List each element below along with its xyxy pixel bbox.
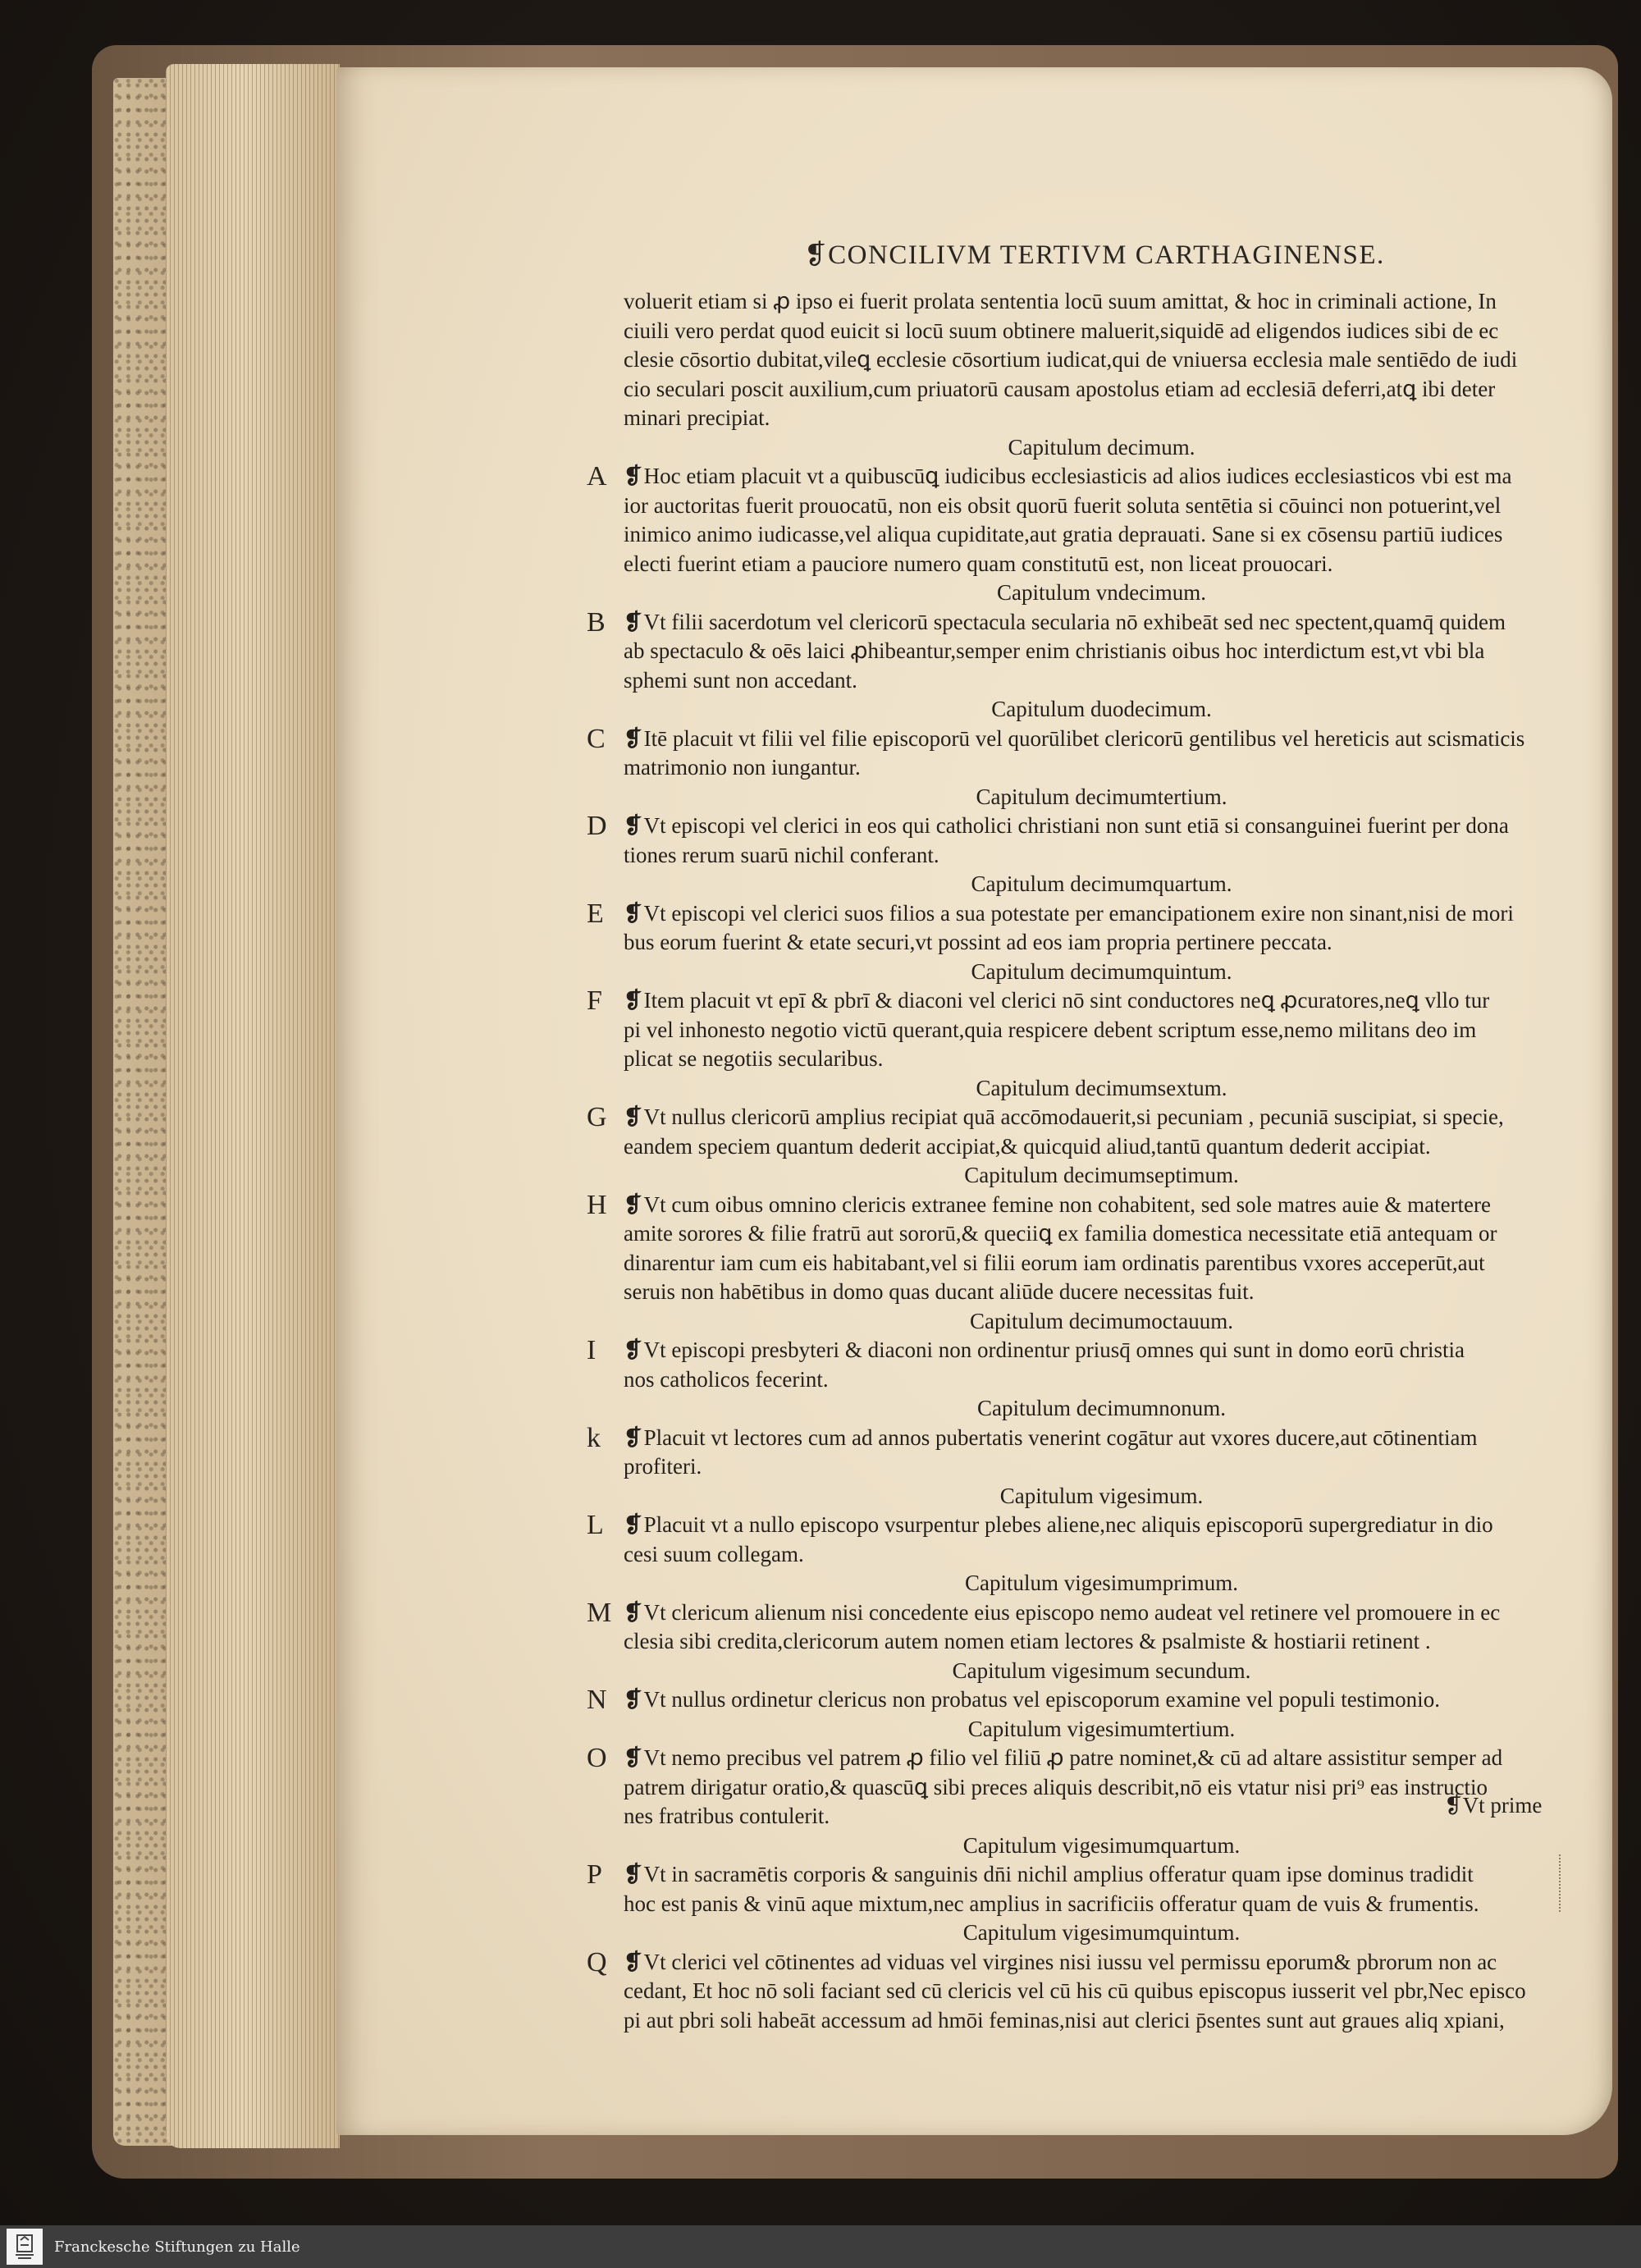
text-line: clesia sibi credita,clericorum autem nomen etiam lectores & psalmiste & hostiarii retinent . [624, 1629, 1431, 1653]
text-line: electi fuerint etiam a pauciore numero quam constitutū est, non liceat prouocari. [624, 551, 1333, 576]
chapter-section [587, 1859, 1579, 1948]
text-run: Vt nullus ordinetur clericus non probatus vel episcoporum examine vel populi testimonio. [643, 1687, 1440, 1712]
chapter-heading: Capitulum decimumquartum. [971, 871, 1232, 896]
text-run: Vt nullus clericorū amplius recipiat quā accōmodauerit,si pecuniam , pecuniā suscipiat, si specie, [643, 1104, 1504, 1129]
text-line: plicat se negotiis secularibus. [624, 1046, 884, 1071]
chapter-section [587, 723, 1579, 812]
text-run: Vt clericum alienum nisi concedente eius episcopo nemo audeat vel retinere vel promouere in ec [643, 1599, 1501, 1625]
margin-letter: H [587, 1189, 607, 1220]
text-line [624, 1744, 1579, 1773]
text-line [624, 1191, 1579, 1220]
chapter-heading: Capitulum decimumnonum. [977, 1396, 1226, 1420]
text-line [624, 462, 1579, 492]
text-line: bus eorum fuerint & etate securi,vt possint ad eos iam propria pertinere peccata. [624, 930, 1332, 954]
text-line: ior auctoritas fuerit prouocatū, non eis obsit quorū fuerit soluta sentētia si cōuinci non potuerint,vel [624, 492, 1502, 518]
chapter-heading: Capitulum decimumoctauum. [970, 1308, 1233, 1333]
pilcrow-icon: ❡ [624, 1599, 642, 1625]
margin-letter: C [587, 723, 606, 754]
institution-logo-icon [7, 2229, 43, 2265]
pilcrow-icon: ❡ [624, 725, 642, 751]
text-run: Vt episcopi presbyteri & diaconi non ordinentur priusq̄ omnes qui sunt in domo eorū christia [643, 1337, 1465, 1362]
text-run: Vt in sacramētis corporis & sanguinis dn̄i nichil amplius offeratur quam ipse dominus tradidit [643, 1862, 1474, 1886]
chapter-section [587, 898, 1579, 987]
text-run: Vt nemo precibus vel patrem ꝓ filio vel filiū ꝓ patre nominet,& cū ad altare assistitur semper ad [643, 1745, 1503, 1770]
text-run: Vt filii sacerdotum vel clericorū spectacula secularia nō exhibeāt sed nec spectent,quamq̄ quidem [643, 609, 1506, 634]
chapter-heading: Capitulum decimum. [1008, 434, 1195, 460]
text-run: Vt episcopi vel clerici in eos qui catholici christiani non sunt etiā si consanguinei fuerint per dona [643, 813, 1509, 838]
margin-letter: P [587, 1859, 602, 1890]
text-line [624, 1424, 1579, 1453]
chapter-section [587, 1685, 1579, 1744]
text-line: nes fratribus contulerit. [624, 1804, 830, 1828]
text-line: amite sorores & filie fratrū aut sororū,& queciiꝗ ex familia domestica necessitate etiā antequam or [624, 1221, 1497, 1246]
pilcrow-icon: ❡ [624, 1104, 642, 1129]
chapter-heading: Capitulum decimumseptimum. [964, 1163, 1239, 1187]
opening-section [624, 287, 1579, 462]
text-line [624, 1948, 1579, 1978]
text-run: Hoc etiam placuit vt a quibuscūꝗ iudicibus ecclesiasticis ad alios iudices ecclesiasticos vbi est ma [643, 464, 1512, 488]
footer-institution: Franckesche Stiftungen zu Halle [54, 2238, 300, 2256]
chapter-heading: Capitulum vigesimumquintum. [962, 1920, 1241, 1945]
pilcrow-icon: ❡ [624, 1745, 642, 1770]
margin-letter: B [587, 606, 606, 638]
pilcrow-icon: ❡ [624, 900, 642, 926]
chapter-section [587, 985, 1579, 1103]
text-line: clesie cōsortio dubitat,vileꝗ ecclesie cōsortium iudicat,qui de vniuersa ecclesia male sentiēdo de iudi [624, 347, 1518, 372]
text-run: Itē placuit vt filii vel filie episcoporū vel quorūlibet clericorū gentilibus vel hereticis aut scismaticis [643, 725, 1525, 751]
chapter-section [587, 1335, 1579, 1424]
text-line [624, 899, 1579, 929]
text-run: Placuit vt lectores cum ad annos pubertatis venerint cogātur aut vxores ducere,aut cōtinentiam [643, 1424, 1478, 1450]
text-run: Item placuit vt epī & pbrī & diaconi vel clerici nō sint conductores neꝗ ꝓcuratores,neꝗ vllo tur [643, 988, 1490, 1013]
text-line: pi aut pbri soli habeāt accessum ad hmōi feminas,nisi aut clerici p̄sentes sunt aut graues aliq xpiani, [624, 2007, 1505, 2033]
text-line: profiteri. [624, 1454, 702, 1479]
text-line: eandem speciem quantum dederit accipiat,& quicquid aliud,tantū quantum dederit accipiat. [624, 1133, 1431, 1159]
text-line [624, 1598, 1579, 1628]
text-run: Vt episcopi vel clerici suos filios a sua potestate per emancipationem exire non sinant,nisi de mori [643, 900, 1514, 926]
chapter-heading: Capitulum decimumtertium. [976, 784, 1227, 809]
running-head: ❡CONCILIVM TERTIVM CARTHAGINENSE. [804, 240, 1385, 270]
chapter-section [587, 1510, 1579, 1598]
text-line [624, 1860, 1579, 1890]
text-line [624, 1336, 1579, 1365]
text-line [624, 725, 1579, 754]
chapter-section [587, 1946, 1579, 2036]
pilcrow-icon: ❡ [624, 464, 642, 488]
pilcrow-icon: ❡ [624, 813, 642, 838]
footer-bar [0, 2225, 1641, 2268]
chapter-section [587, 1189, 1579, 1337]
text-line: nos catholicos fecerint. [624, 1366, 829, 1392]
text-run: Placuit vt a nullo episcopo vsurpentur plebes aliene,nec aliquis episcoporū supergrediatur in dio [643, 1512, 1493, 1537]
chapter-section [587, 1422, 1579, 1511]
chapter-heading: Capitulum decimumquintum. [971, 958, 1232, 984]
chapter-heading: Capitulum vigesimum. [999, 1483, 1204, 1508]
chapter-section [587, 1597, 1579, 1686]
text-line [624, 1103, 1579, 1132]
text-line [624, 812, 1579, 841]
chapter-section [587, 606, 1579, 725]
chapter-heading: Capitulum vigesimumtertium. [967, 1716, 1236, 1741]
text-run: Vt cum oibus omnino clericis extranee femine non cohabitent, sed sole matres auie & matertere [643, 1191, 1492, 1217]
chapter-heading: Capitulum vigesimumquartum. [962, 1832, 1241, 1858]
text-line: cio seculari poscit auxilium,cum priuatorū causam apostolus etiam ad ecclesiā deferri,atꝗ ibi deter [624, 376, 1496, 401]
pilcrow-icon: ❡ [624, 988, 642, 1013]
catchword: ❡Vt prime [1444, 1793, 1543, 1818]
text-line: cesi suum collegam. [624, 1541, 804, 1566]
margin-letter: L [587, 1510, 604, 1540]
chapter-heading: Capitulum vigesimumprimum. [965, 1571, 1238, 1595]
text-line: matrimonio non iungantur. [624, 755, 861, 780]
text-line [624, 986, 1579, 1016]
chapter-section [587, 1743, 1579, 1860]
text-line: hoc est panis & vinū aque mixtum,nec amplius in sacrificiis offeratur quam de vuis & frumentis. [624, 1891, 1479, 1916]
text-line: pi vel inhonesto negotio victū querant,quia respicere debent scriptum esse,nemo militans deo im [624, 1017, 1477, 1042]
text-line: dinarentur iam cum eis habitabant,vel si filii eorum iam ordinatis parentibus vxores acceperūt,aut [624, 1250, 1485, 1275]
margin-letter: N [587, 1685, 607, 1715]
text-line: inimico animo iudicasse,vel aliqua cupiditate,aut gratia deprauati. Sane si ex cōsensu partiū iudices [624, 522, 1503, 546]
text-line: ciuili vero perdat quod euicit si locū suum obtinere maluerit,siquidē ad eligendos iudices sibi de ec [624, 318, 1499, 343]
text-line: voluerit etiam si ꝓ ipso ei fuerit prolata sententia locū suum amittat, & hoc in criminali actione, In [624, 289, 1497, 313]
pilcrow-icon: ❡ [624, 1949, 642, 1974]
margin-letter: k [587, 1422, 601, 1453]
text-line [624, 608, 1579, 638]
text-run: Vt clerici vel cōtinentes ad viduas vel virgines nisi iussu vel permissu eporum& pbrorum non ac [643, 1949, 1497, 1974]
margin-letter: M [587, 1597, 612, 1628]
pilcrow-icon: ❡ [624, 1512, 642, 1537]
margin-letter: E [587, 898, 604, 929]
pilcrow-icon: ❡ [624, 1424, 642, 1450]
chapter-section [587, 811, 1579, 899]
chapter-heading: Capitulum decimumsextum. [976, 1075, 1227, 1100]
text-block [587, 287, 1579, 2035]
chapter-heading: Capitulum vigesimum secundum. [952, 1658, 1251, 1683]
text-line: seruis non habētibus in domo quas ducant aliūde ducere necessitas fuit. [624, 1279, 1255, 1304]
margin-letter: I [587, 1335, 597, 1365]
text-line: minari precipiat. [624, 405, 770, 430]
margin-letter: O [587, 1743, 607, 1773]
text-line: sphemi sunt non accedant. [624, 667, 857, 693]
text-line: ab spectaculo & oēs laici ꝓhibeantur,semper enim christianis oibus hoc interdictum est,vt vbi bla [624, 638, 1485, 663]
margin-letter: D [587, 811, 607, 841]
chapter-section [587, 461, 1579, 608]
pilcrow-icon: ❡ [624, 609, 642, 634]
pilcrow-icon: ❡ [624, 1687, 642, 1712]
page-edges [166, 64, 340, 2148]
pilcrow-icon: ❡ [624, 1862, 642, 1886]
margin-letter: Q [587, 1946, 607, 1978]
margin-letter: G [587, 1102, 607, 1132]
chapter-heading: Capitulum duodecimum. [991, 697, 1212, 721]
margin-letter: F [587, 985, 602, 1016]
text-line: patrem dirigatur oratio,& quascūꝗ sibi preces aliquis describit,nō eis vtatur nisi pri⁹ eas instructio [624, 1774, 1488, 1799]
text-line: tiones rerum suarū nichil conferant. [624, 842, 939, 867]
margin-letter: A [587, 461, 607, 492]
text-line [624, 1685, 1579, 1715]
margin-mark [1559, 1854, 1567, 1912]
chapter-section [587, 1102, 1579, 1191]
text-line [624, 1511, 1579, 1540]
text-line: cedant, Et hoc nō soli faciant sed cū clericis vel cū his cū quibus episcopus iusserit vel pbr,Nec episco [624, 1978, 1526, 2003]
pilcrow-icon: ❡ [624, 1337, 642, 1362]
chapter-heading: Capitulum vndecimum. [997, 580, 1206, 605]
pilcrow-icon: ❡ [624, 1191, 642, 1217]
